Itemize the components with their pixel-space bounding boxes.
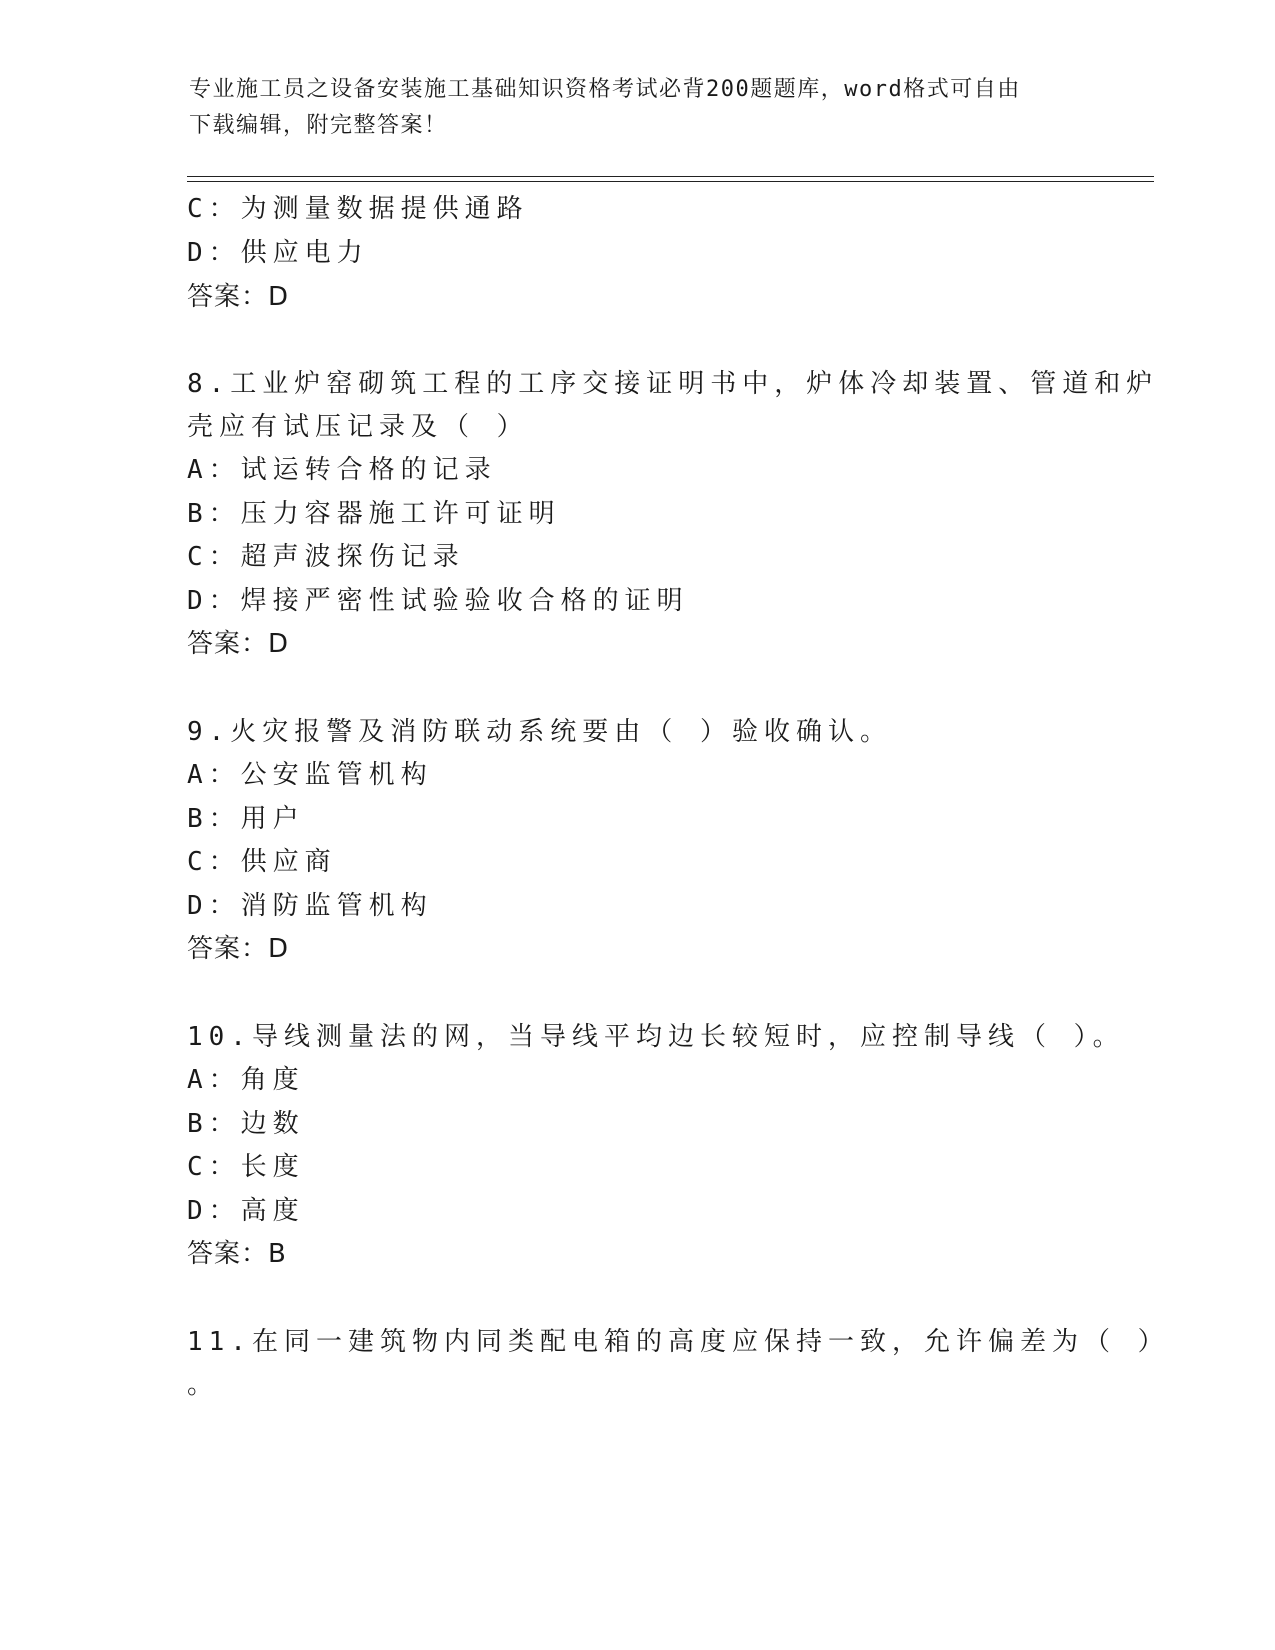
q10-stem: 10.导线测量法的网，当导线平均边长较短时，应控制导线（ ）。	[187, 1022, 1125, 1052]
q9-option-c: C：供应商	[187, 847, 337, 877]
q8-option-d: D：焊接严密性试验验收合格的证明	[187, 586, 689, 616]
q9-answer: 答案：D	[187, 934, 290, 964]
header-line-2: 下载编辑，附完整答案！	[189, 113, 448, 138]
document-header	[189, 72, 1089, 144]
q10-option-c: C：长度	[187, 1152, 305, 1182]
q10-option-d: D：高度	[187, 1196, 305, 1226]
q8-stem-line-1: 8.工业炉窑砌筑工程的工序交接证明书中，炉体冷却装置、管道和炉	[187, 369, 1159, 399]
q8-answer: 答案：D	[187, 629, 290, 659]
q8-option-b: B：压力容器施工许可证明	[187, 499, 561, 529]
q10-option-b: B：边数	[187, 1109, 305, 1139]
q8-option-a: A：试运转合格的记录	[187, 455, 497, 485]
q9-stem: 9.火灾报警及消防联动系统要由（ ）验收确认。	[187, 717, 892, 747]
q9-option-b: B：用户	[187, 804, 305, 834]
q8-option-c: C：超声波探伤记录	[187, 542, 465, 572]
q10-option-a: A：角度	[187, 1065, 305, 1095]
header-divider-bottom	[187, 181, 1154, 182]
q11-stem-line-1: 11.在同一建筑物内同类配电箱的高度应保持一致，允许偏差为（ ）	[187, 1327, 1170, 1357]
q11-stem-line-2: 。	[187, 1370, 220, 1400]
q7-answer: 答案：D	[187, 282, 290, 312]
q7-option-c: C：为测量数据提供通路	[187, 194, 529, 224]
q8-stem-line-2: 壳应有试压记录及（ ）	[187, 412, 529, 442]
q9-option-d: D：消防监管机构	[187, 891, 433, 921]
q10-answer: 答案：B	[187, 1239, 287, 1269]
header-line-1: 专业施工员之设备安装施工基础知识资格考试必背200题题库，word格式可自由	[189, 77, 1021, 102]
q9-option-a: A：公安监管机构	[187, 760, 433, 790]
header-divider-top	[187, 176, 1154, 177]
q7-option-d: D：供应电力	[187, 238, 369, 268]
